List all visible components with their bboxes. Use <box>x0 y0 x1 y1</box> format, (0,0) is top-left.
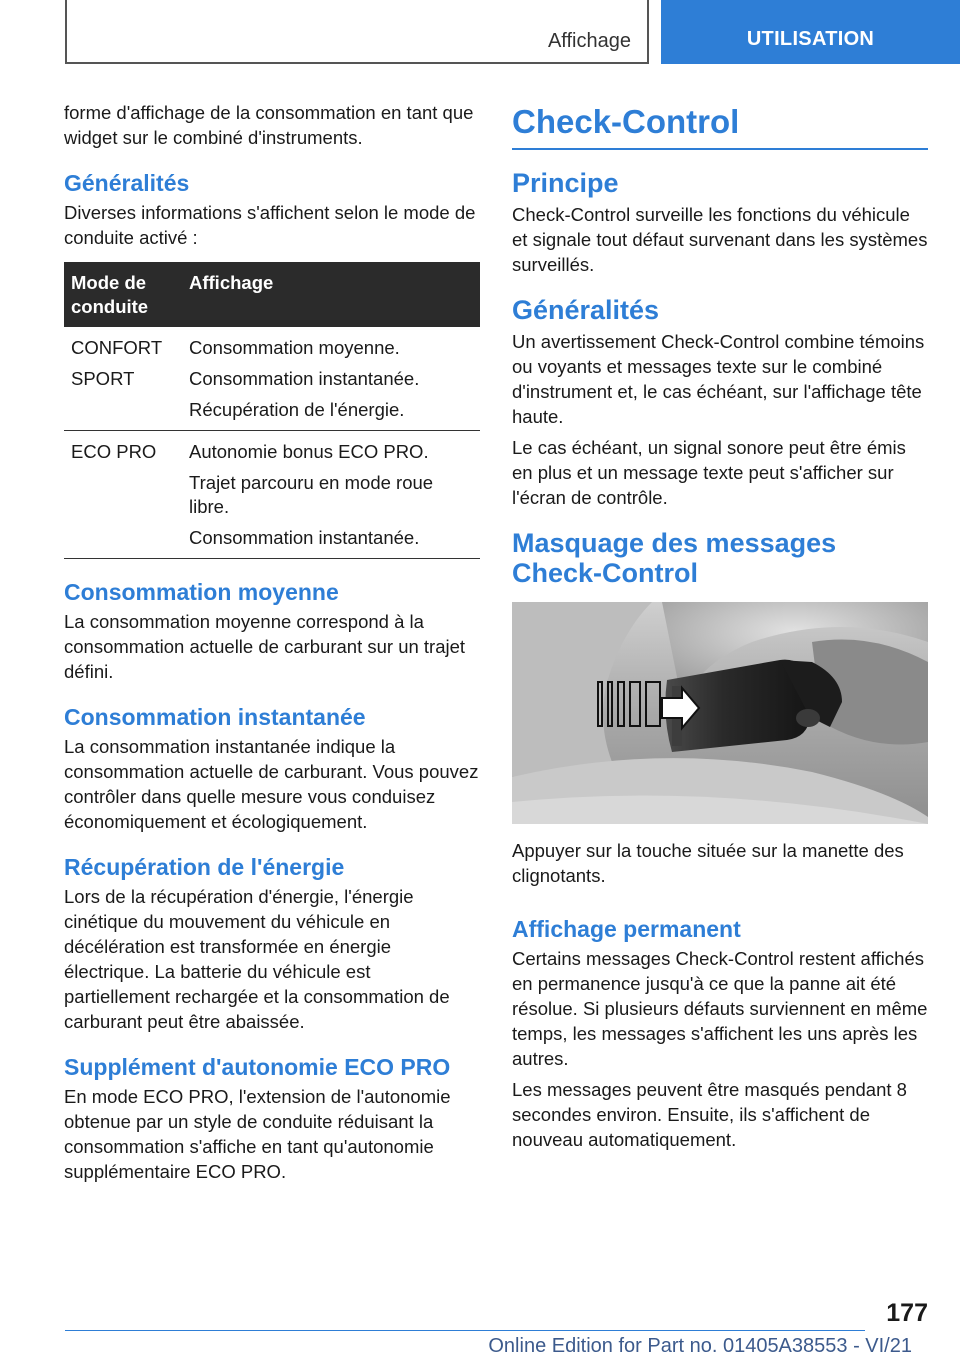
moyenne-paragraph: La consommation moyenne correspond à la consommation actuelle de carburant sur un trajet défini. <box>64 611 466 682</box>
recuperation-paragraph: Lors de la récupération d'énergie, l'énergie cinétique du mouvement du véhicule en décélération est transformée en énergie électrique. La batterie du véhicule est partiellement rechargée et la consommation de carburant peut être abaissée. <box>64 886 450 1032</box>
display-item: Trajet parcouru en mode roue libre. <box>189 472 434 517</box>
moyenne-heading: Consommation moyenne <box>64 579 339 605</box>
generalites-paragraph: Diverses informations s'affichent selon le mode de conduite activé : <box>64 202 476 248</box>
instantanee-heading: Consommation instantanée <box>64 704 366 730</box>
display-item: Consommation moyenne. <box>189 337 400 358</box>
left-column <box>64 100 480 1190</box>
permanent-paragraph-1: Certains messages Check-Control restent affichés en permanence jusqu'à ce que la panne ait été résolue. Si plusieurs défauts surviennent en même temps, les messages s'affichent les uns après les autres. <box>512 948 928 1069</box>
table-row <box>64 431 480 559</box>
display-cell <box>182 431 480 559</box>
right-column <box>512 100 928 1158</box>
affichage-permanent-heading: Affichage permanent <box>512 916 741 942</box>
section-title: Affichage <box>547 30 631 52</box>
mode-cell <box>64 327 182 431</box>
eco-pro-heading: Supplément d'autonomie ECO PRO <box>64 1054 451 1080</box>
mode-name: CONFORT <box>71 337 163 358</box>
photo-caption: Appuyer sur la touche située sur la manette des clignotants. <box>512 840 904 886</box>
display-cell <box>182 327 480 431</box>
turn-signal-lever-photo <box>512 602 928 824</box>
masquage-heading: Masquage des messages Check-Control <box>512 528 837 588</box>
driving-mode-table <box>64 262 480 559</box>
edition-note: Online Edition for Part no. 01405A38553 - VI/21 <box>488 1335 912 1357</box>
permanent-paragraph-2: Les messages peuvent être masqués pendant 8 secondes environ. Ensuite, ils s'affichent de nouveau automatiquement. <box>512 1079 907 1150</box>
chapter-tab-label: UTILISATION <box>746 28 875 50</box>
recuperation-heading: Récupération de l'énergie <box>64 854 345 880</box>
intro-paragraph: forme d'affichage de la consommation en tant que widget sur le combiné d'instruments. <box>64 102 474 148</box>
display-item: Consommation instantanée. <box>189 368 420 389</box>
generalites-heading: Généralités <box>64 170 190 196</box>
chapter-tab <box>661 0 960 64</box>
page-number: 177 <box>886 1299 928 1327</box>
running-header-box <box>65 0 649 64</box>
table-row <box>64 327 480 431</box>
generalites-heading-right: Généralités <box>512 295 660 325</box>
footer <box>0 1335 960 1358</box>
mode-name: ECO PRO <box>71 441 157 462</box>
generalites-paragraph-1: Un avertissement Check-Control combine témoins ou voyants et messages texte sur le combiné d'instrument et, le cas échéant, sur l'affichage tête haute. <box>512 331 925 427</box>
chapter-heading: Check-Control <box>512 100 928 150</box>
principe-paragraph: Check-Control surveille les fonctions du véhicule et signale tout défaut survenant dans les systèmes surveillés. <box>512 204 928 275</box>
footer-divider <box>65 1330 865 1331</box>
eco-pro-paragraph: En mode ECO PRO, l'extension de l'autonomie obtenue par un style de conduite réduisant la consommation s'affiche en tant qu'autonomie supplémentaire ECO PRO. <box>64 1086 451 1182</box>
principe-heading: Principe <box>512 168 619 198</box>
column-header-display: Affichage <box>182 262 480 327</box>
display-item: Consommation instantanée. <box>189 527 420 548</box>
display-item: Récupération de l'énergie. <box>189 399 405 420</box>
table-header-row <box>64 262 480 327</box>
instantanee-paragraph: La consommation instantanée indique la consommation actuelle de carburant. Vous pouvez contrôler dans quelle mesure vous conduisez économiquement et écologiquement. <box>64 736 479 832</box>
column-header-mode: Mode de conduite <box>64 262 182 327</box>
mode-name: SPORT <box>71 368 135 389</box>
mode-cell <box>64 431 182 559</box>
generalites-paragraph-2: Le cas échéant, un signal sonore peut être émis en plus et un message texte peut s'afficher sur l'écran de contrôle. <box>512 437 906 508</box>
display-item: Autonomie bonus ECO PRO. <box>189 441 429 462</box>
